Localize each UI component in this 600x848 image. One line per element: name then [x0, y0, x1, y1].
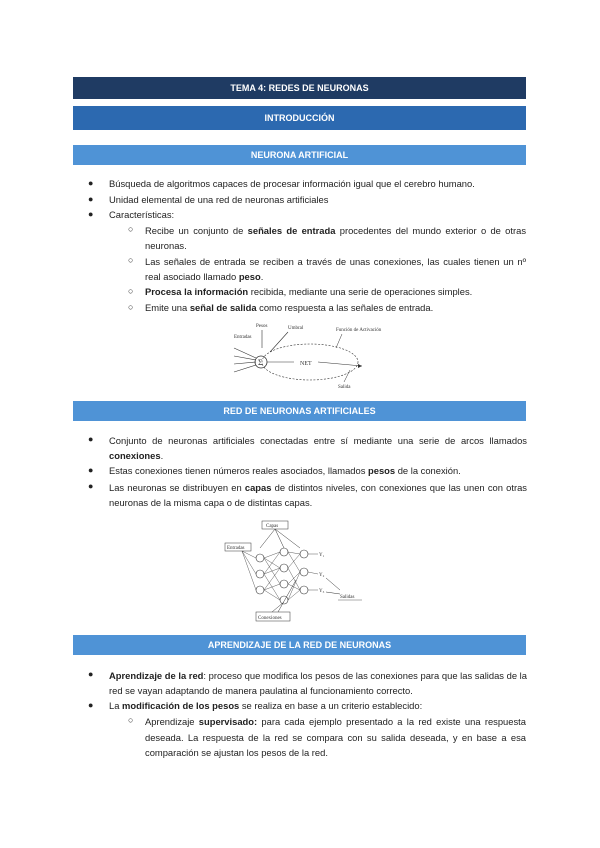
- bullet-icon: ●: [88, 434, 94, 444]
- list-item: Características:: [109, 209, 175, 220]
- funcion-label: Función de Activación: [336, 328, 382, 333]
- section-title: NEURONA ARTIFICIAL: [250, 150, 349, 160]
- page-title: TEMA 4: REDES DE NEURONAS: [230, 83, 369, 93]
- list-item: La modificación de los pesos se realiza en base a un criterio establecido:: [109, 700, 423, 711]
- sub-bullet-icon: ○: [128, 715, 134, 725]
- network-node: [256, 554, 264, 562]
- section-header-neurona: [73, 145, 526, 165]
- bullet-icon: ●: [88, 194, 94, 204]
- network-node: [256, 570, 264, 578]
- bullet-icon: ●: [88, 700, 94, 710]
- network-node: [280, 564, 288, 572]
- sub-bullet-icon: ○: [128, 224, 134, 234]
- network-diagram: [222, 518, 372, 624]
- sub-bullet-icon: ○: [128, 302, 134, 312]
- entradas-label: Entradas: [227, 546, 245, 551]
- network-node: [280, 548, 288, 556]
- conexiones-label: Conexiones: [258, 616, 282, 621]
- section-header-red: [73, 401, 526, 421]
- y3-label: Y₃: [319, 589, 325, 594]
- list-item: Unidad elemental de una red de neuronas artificiales: [109, 194, 329, 205]
- network-node: [256, 586, 264, 594]
- network-node: [280, 580, 288, 588]
- list-item: Conjunto de neuronas artificiales conectadas entre sí mediante una serie de arcos llamados conexiones.: [109, 435, 527, 461]
- bullet-icon: ●: [88, 209, 94, 219]
- list-item: Aprendizaje de la red: proceso que modifica los pesos de las conexiones para que las salidas de la red se vayan adaptando de manera paulatina al funcionamiento correcto.: [109, 670, 527, 696]
- umbral-label: Umbral: [288, 326, 304, 331]
- list-item: Búsqueda de algoritmos capaces de procesar información igual que el cerebro humano.: [109, 178, 475, 189]
- section-header-aprendizaje: [73, 635, 526, 655]
- sigma-label: Σ: [258, 358, 263, 367]
- section-title: APRENDIZAJE DE LA RED DE NEURONAS: [207, 640, 392, 650]
- section-title: RED DE NEURONAS ARTIFICIALES: [223, 406, 376, 416]
- bullet-icon: ●: [88, 481, 94, 491]
- y1-label: Y₁: [319, 553, 325, 558]
- bullet-icon: ●: [88, 669, 94, 679]
- network-node: [300, 568, 308, 576]
- bullet-icon: ●: [88, 178, 94, 188]
- salida-label: Salida: [338, 385, 351, 390]
- network-node: [300, 586, 308, 594]
- capas-label: Capas: [266, 524, 279, 529]
- entradas-label: Entradas: [234, 335, 252, 340]
- sub-bullet-icon: ○: [128, 255, 134, 265]
- list-item: Aprendizaje supervisado: para cada ejemplo presentado a la red existe una respuesta deseada. La respuesta de la red se compara con su salida deseada, y en base a esa comparación se ajustan los pesos de la red.: [145, 716, 526, 758]
- sub-bullet-icon: ○: [128, 286, 134, 296]
- list-item: Las neuronas se distribuyen en capas de distintos niveles, con conexiones que las unen con otras neuronas de la misma capa o de distintas capas.: [109, 482, 527, 508]
- list-item: Procesa la información recibida, mediante una serie de operaciones simples.: [145, 286, 473, 297]
- section-title: INTRODUCCIÓN: [264, 113, 335, 123]
- salidas-label: Salidas: [340, 595, 355, 600]
- bullet-icon: ●: [88, 465, 94, 475]
- list-item: Las señales de entrada se reciben a través de unas conexiones, las cuales tienen un nº real asociado llamado peso.: [145, 256, 526, 282]
- list-item: Estas conexiones tienen números reales asociados, llamados pesos de la conexión.: [109, 465, 461, 476]
- y2-label: Y₂: [319, 573, 325, 578]
- network-node: [280, 596, 288, 604]
- pesos-label: Pesos: [256, 324, 268, 329]
- section-header-intro: [73, 106, 526, 130]
- net-label: NET: [300, 361, 312, 367]
- neuron-diagram: [230, 318, 382, 390]
- network-node: [300, 550, 308, 558]
- title-bar: [73, 77, 526, 99]
- list-item: Emite una señal de salida como respuesta a las señales de entrada.: [145, 302, 434, 313]
- list-item: Recibe un conjunto de señales de entrada procedentes del mundo exterior o de otras neuronas.: [145, 225, 527, 251]
